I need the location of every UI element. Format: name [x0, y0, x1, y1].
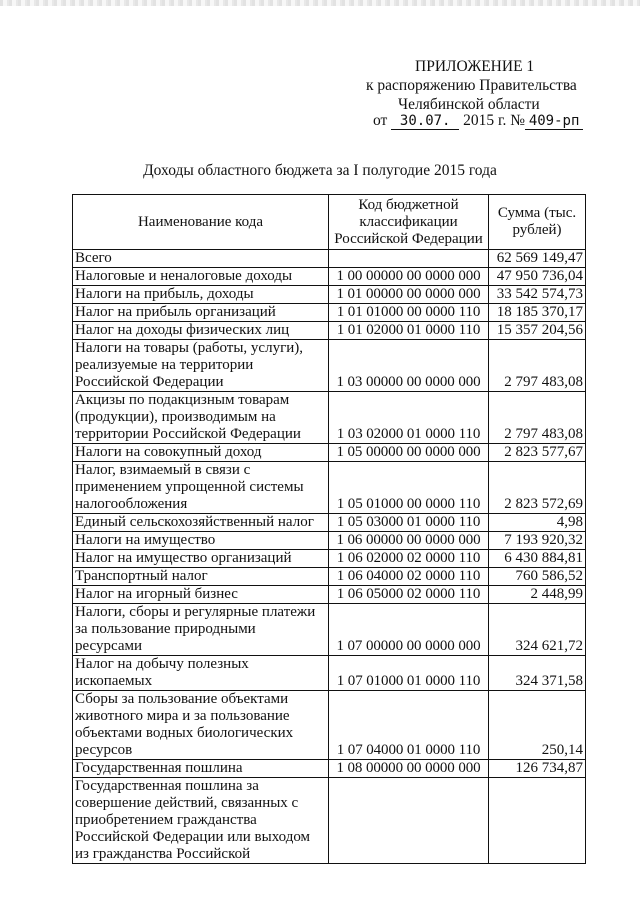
row-sum: 2 448,99: [489, 586, 586, 604]
row-code: 1 07 00000 00 0000 000: [329, 604, 489, 656]
row-sum: 4,98: [489, 514, 586, 532]
row-name: Налоги на имущество: [73, 532, 329, 550]
row-sum: 33 542 574,73: [489, 286, 586, 304]
table-row: [73, 462, 586, 514]
table-row: [73, 691, 586, 760]
table-row: [73, 550, 586, 568]
budget-table: [72, 194, 586, 864]
row-name: Всего: [73, 250, 329, 268]
row-name: Налоги, сборы и регулярные платежи за пользование природными ресурсами: [73, 604, 329, 656]
row-code: 1 06 00000 00 0000 000: [329, 532, 489, 550]
row-name: Налог на добычу полезных ископаемых: [73, 656, 329, 691]
date-number-line: [373, 112, 583, 130]
row-code: [329, 250, 489, 268]
table-row: [73, 268, 586, 286]
table-row: [73, 514, 586, 532]
decree-date: 30.07.: [391, 113, 459, 130]
table-row: [73, 392, 586, 444]
table-row: [73, 532, 586, 550]
scan-edge: [0, 0, 640, 6]
row-name: Государственная пошлина: [73, 760, 329, 778]
row-code: 1 03 00000 00 0000 000: [329, 340, 489, 392]
row-code: [329, 778, 489, 864]
row-sum: 324 371,58: [489, 656, 586, 691]
decree-number: 409-рп: [525, 113, 583, 130]
table-header-row: [73, 195, 586, 250]
table-row: [73, 304, 586, 322]
row-code: 1 05 03000 01 0000 110: [329, 514, 489, 532]
row-sum: 6 430 884,81: [489, 550, 586, 568]
row-sum: 2 797 483,08: [489, 392, 586, 444]
header-sum: Сумма (тыс. рублей): [489, 195, 586, 250]
row-name: Налог на имущество организаций: [73, 550, 329, 568]
row-name: Транспортный налог: [73, 568, 329, 586]
row-name: Налоги на совокупный доход: [73, 444, 329, 462]
from-label: от: [373, 112, 388, 129]
row-name: Налоговые и неналоговые доходы: [73, 268, 329, 286]
table-row: [73, 340, 586, 392]
row-sum: 250,14: [489, 691, 586, 760]
row-name: Налог, взимаемый в связи с применением упрощенной системы налогообложения: [73, 462, 329, 514]
row-code: 1 08 00000 00 0000 000: [329, 760, 489, 778]
row-sum: 2 823 572,69: [489, 462, 586, 514]
region-line: Челябинской области: [398, 96, 540, 113]
row-name: Налог на прибыль организаций: [73, 304, 329, 322]
row-code: 1 06 02000 02 0000 110: [329, 550, 489, 568]
row-sum: 47 950 736,04: [489, 268, 586, 286]
row-code: 1 07 01000 01 0000 110: [329, 656, 489, 691]
row-name: Налог на игорный бизнес: [73, 586, 329, 604]
table-row: [73, 656, 586, 691]
header-name: Наименование кода: [73, 195, 329, 250]
table-row: [73, 760, 586, 778]
row-code: 1 06 05000 02 0000 110: [329, 586, 489, 604]
row-code: 1 01 00000 00 0000 000: [329, 286, 489, 304]
table-row: [73, 322, 586, 340]
row-sum: 126 734,87: [489, 760, 586, 778]
table-row: [73, 286, 586, 304]
year-number-label: 2015 г. №: [463, 112, 526, 129]
row-name: Единый сельскохозяйственный налог: [73, 514, 329, 532]
appendix-label: ПРИЛОЖЕНИЕ 1: [415, 58, 535, 75]
table-row: [73, 778, 586, 864]
row-sum: 2 797 483,08: [489, 340, 586, 392]
row-sum: 18 185 370,17: [489, 304, 586, 322]
table-row: [73, 586, 586, 604]
table-row: [73, 568, 586, 586]
row-name: Сборы за пользование объектами животного мира и за пользование объектами водных биологических ресурсов: [73, 691, 329, 760]
row-name: Государственная пошлина за совершение действий, связанных с приобретением гражданства Российской Федерации или выходом из гражданства Российской: [73, 778, 329, 864]
decree-line: к распоряжению Правительства: [366, 77, 577, 94]
row-sum: 760 586,52: [489, 568, 586, 586]
document-title: Доходы областного бюджета за I полугодие 2015 года: [143, 162, 497, 179]
row-name: Налог на доходы физических лиц: [73, 322, 329, 340]
header-code: Код бюджетной классификации Российской Федерации: [329, 195, 489, 250]
row-sum: 7 193 920,32: [489, 532, 586, 550]
row-code: 1 07 04000 01 0000 110: [329, 691, 489, 760]
row-sum: 15 357 204,56: [489, 322, 586, 340]
row-name: Налоги на товары (работы, услуги), реализуемые на территории Российской Федерации: [73, 340, 329, 392]
row-code: 1 00 00000 00 0000 000: [329, 268, 489, 286]
row-sum: 324 621,72: [489, 604, 586, 656]
table-row: [73, 250, 586, 268]
row-code: 1 03 02000 01 0000 110: [329, 392, 489, 444]
row-name: Акцизы по подакцизным товарам (продукции), производимым на территории Российской Федерации: [73, 392, 329, 444]
row-sum: 2 823 577,67: [489, 444, 586, 462]
row-sum: [489, 778, 586, 864]
table-row: [73, 444, 586, 462]
row-sum: 62 569 149,47: [489, 250, 586, 268]
table-row: [73, 604, 586, 656]
row-code: 1 01 01000 00 0000 110: [329, 304, 489, 322]
row-name: Налоги на прибыль, доходы: [73, 286, 329, 304]
row-code: 1 05 01000 00 0000 110: [329, 462, 489, 514]
row-code: 1 05 00000 00 0000 000: [329, 444, 489, 462]
row-code: 1 06 04000 02 0000 110: [329, 568, 489, 586]
row-code: 1 01 02000 01 0000 110: [329, 322, 489, 340]
